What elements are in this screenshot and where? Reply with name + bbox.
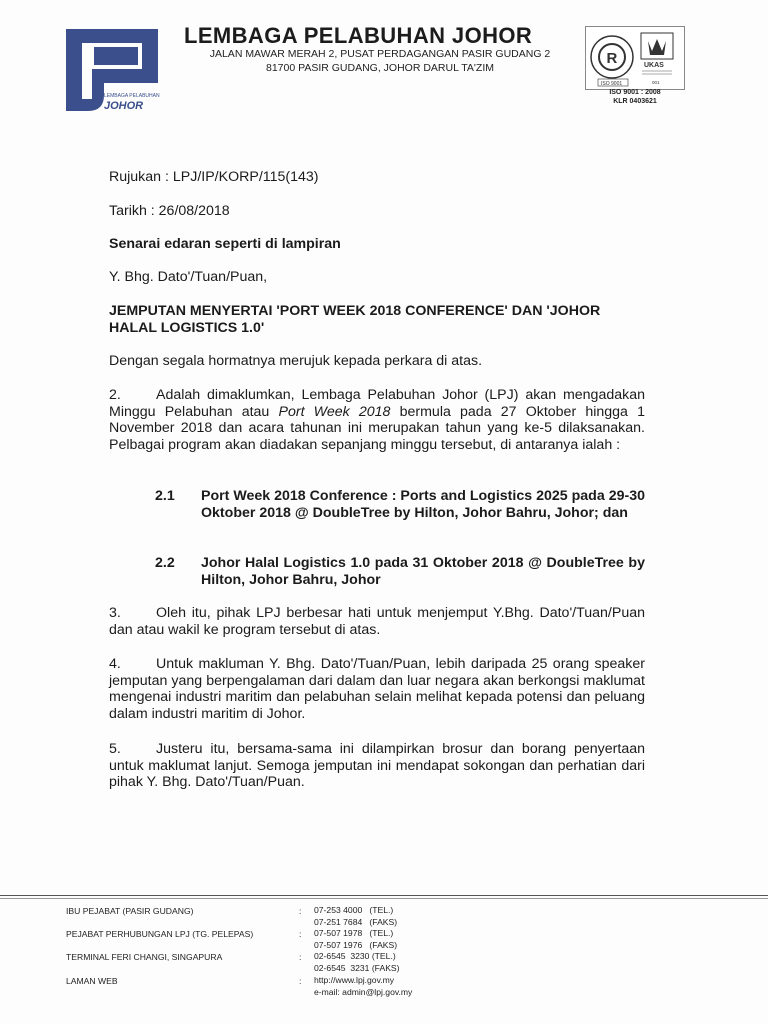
paragraph-5 [109, 741, 645, 791]
ukas-number: 001 [652, 80, 660, 85]
footer-hq-tel: 07-253 4000 (TEL.) [314, 905, 394, 915]
paragraph-2-text-a: Adalah dimaklumkan, Lembaga Pelabuhan Johor (LPJ) akan mengadakan Minggu Pelabuhan atau [109, 387, 645, 420]
subject-line1: JEMPUTAN MENYERTAI 'PORT WEEK 2018 CONFERENCE' DAN 'JOHOR [109, 303, 601, 319]
footer-label-tg-pelepas: PEJABAT PERHUBUNGAN LPJ (TG. PELEPAS) [66, 929, 254, 939]
iso-badge-text: ISO 9001 [601, 81, 623, 87]
footer-tg-pelepas-tel: 07-507 1978 (TEL.) [314, 928, 394, 938]
org-address-line2: 81700 PASIR GUDANG, JOHOR DARUL TA'ZIM [265, 62, 494, 74]
footer-email-link[interactable]: e-mail: admin@lpj.gov.my [314, 986, 413, 997]
footer-colon: : [299, 906, 302, 916]
footer-label-hq: IBU PEJABAT (PASIR GUDANG) [66, 906, 194, 916]
subject-line2: HALAL LOGISTICS 1.0' [109, 320, 265, 336]
footer-divider-secondary [0, 898, 768, 899]
paragraph-3 [109, 605, 645, 638]
paragraph-2 [109, 387, 645, 453]
paragraph-4-text: Untuk makluman Y. Bhg. Dato'/Tuan/Puan, lebih daripada 25 orang speaker jemputan yang berpengalaman dari dalam dan luar negara akan berkongsi maklumat mengenai industri maritim dan pelabuhan selain melihat kepada potensi dan peluang dalam industri maritim di Johor. [109, 656, 645, 722]
salutation: Y. Bhg. Dato'/Tuan/Puan, [109, 269, 268, 285]
footer-divider [0, 895, 768, 896]
reference-number: Rujukan : LPJ/IP/KORP/115(143) [109, 169, 319, 185]
footer-tg-pelepas-fax: 07-507 1976 (FAKS) [314, 939, 398, 950]
paragraph-2-text-b: bermula pada 27 Oktober hingga 1 November 2018 dan acara tahunan ini merupakan tahun yang ke-5 dilaksanakan. Pelbagai program akan diadakan sepanjang minggu tersebut, di antaranya ialah : [109, 403, 645, 453]
cert-iso-text: ISO 9001 : 2008 [609, 89, 661, 96]
paragraph-3-text: Oleh itu, pihak LPJ berbesar hati untuk menjemput Y.Bhg. Dato'/Tuan/Puan dan atau wakil ke program tersebut di atas. [109, 605, 645, 638]
logo-big-text: JOHOR [104, 100, 144, 112]
footer-changi-fax: 02-6545 3231 (FAKS) [314, 962, 400, 973]
item-2-2-text: Johor Halal Logistics 1.0 pada 31 Oktober 2018 @ DoubleTree by Hilton, Johor Bahru, Johor [201, 555, 645, 588]
cert-klr-text: KLR 0403621 [613, 98, 657, 105]
item-2-1-number: 2.1 [155, 488, 175, 504]
footer-hq-contacts [314, 905, 397, 928]
footer-website-link[interactable]: http://www.lpj.gov.my [314, 975, 395, 985]
paragraph-2-number: 2. [109, 387, 121, 403]
paragraph-4 [109, 656, 645, 722]
org-name: LEMBAGA PELABUHAN JOHOR [184, 23, 533, 48]
paragraph-5-number: 5. [109, 741, 121, 757]
footer-colon: : [299, 929, 302, 939]
logo-small-text: LEMBAGA PELABUHAN [104, 93, 160, 99]
paragraph-4-number: 4. [109, 656, 121, 672]
lpj-logo [64, 25, 162, 113]
paragraph-5-text: Justeru itu, bersama-sama ini dilampirkan brosur dan borang penyertaan untuk maklumat lanjut. Semoga jemputan ini mendapat sokongan dan perhatian dari pihak Y. Bhg. Dato'/Tuan/Puan. [109, 741, 645, 790]
footer-changi-tel: 02-6545 3230 (TEL.) [314, 951, 396, 961]
certification-badges [585, 26, 685, 90]
item-2-2-number: 2.2 [155, 555, 175, 571]
org-address-line1: JALAN MAWAR MERAH 2, PUSAT PERDAGANGAN PASIR GUDANG 2 [209, 48, 551, 60]
footer-hq-fax: 07-251 7684 (FAKS) [314, 916, 398, 927]
footer-changi-contacts [314, 951, 400, 974]
item-2-1-text: Port Week 2018 Conference : Ports and Logistics 2025 pada 29-30 Oktober 2018 @ DoubleTree by Hilton, Johor Bahru, Johor; dan [201, 488, 645, 521]
footer-colon: : [299, 976, 302, 986]
footer-web-contacts [314, 975, 412, 998]
footer-label-changi: TERMINAL FERI CHANGI, SINGAPURA [66, 952, 223, 962]
distribution-note: Senarai edaran seperti di lampiran [109, 236, 341, 252]
svg-text:R: R [606, 50, 618, 67]
letter-date: Tarikh : 26/08/2018 [109, 203, 230, 219]
paragraph-2-italic: Port Week 2018 [278, 403, 391, 420]
footer-label-website: LAMAN WEB [66, 976, 118, 986]
ukas-badge-text: UKAS [644, 62, 664, 69]
footer-tg-pelepas-contacts [314, 928, 397, 951]
paragraph-3-number: 3. [109, 605, 121, 621]
opening-line: Dengan segala hormatnya merujuk kepada perkara di atas. [109, 353, 483, 369]
footer-colon: : [299, 952, 302, 962]
